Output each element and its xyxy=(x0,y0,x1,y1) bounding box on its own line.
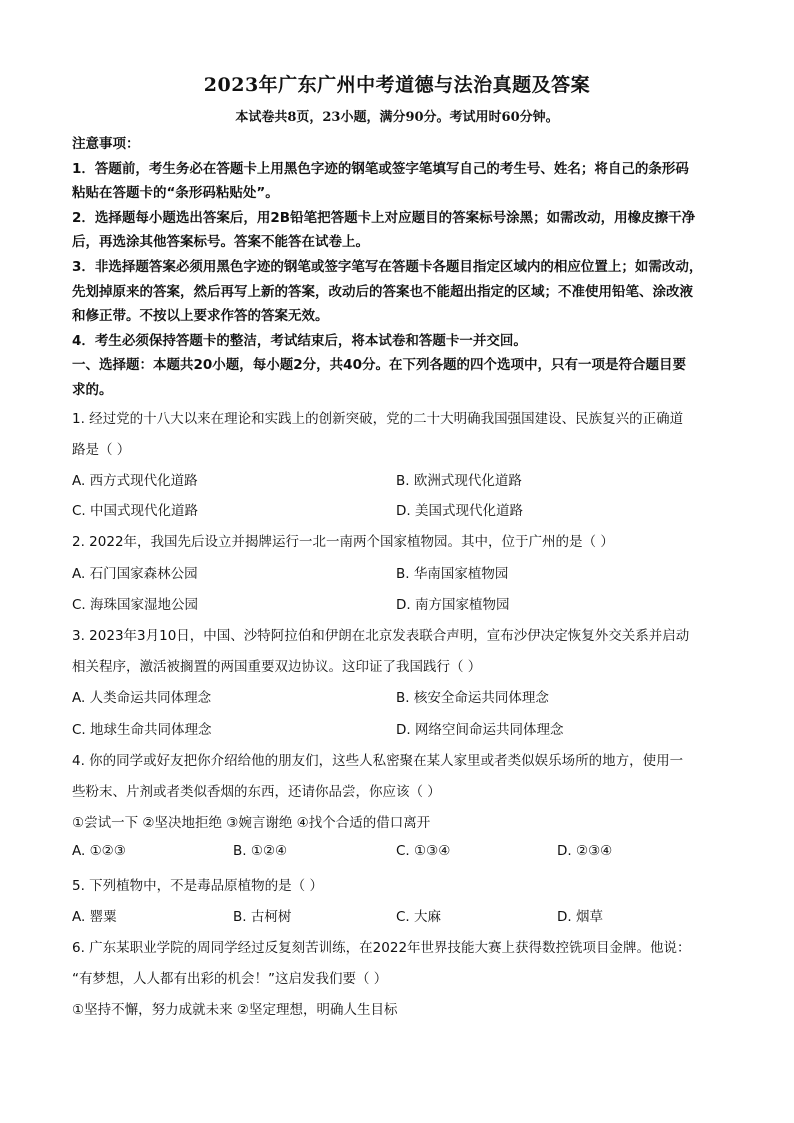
question-stem: 6. 广东某职业学院的周同学经过反复刻苦训练，在2022年世界技能大赛上获得数控铣项目金牌。他说： xyxy=(72,940,691,956)
option-b: B. 核安全命运共同体理念 xyxy=(396,690,549,706)
option-c: C. 海珠国家湿地公园 xyxy=(72,597,199,613)
option-d: D. 美国式现代化道路 xyxy=(396,503,523,519)
option-b: B. ①②④ xyxy=(233,843,288,859)
question-stem: 4. 你的同学或好友把你介绍给他的朋友们，这些人私密聚在某人家里或者类似娱乐场所的地方，使用一 xyxy=(72,753,684,769)
question-choices: ①尝试一下 ②坚决地拒绝 ③婉言谢绝 ④找个合适的借口离开 xyxy=(72,815,431,831)
option-c: C. 中国式现代化道路 xyxy=(72,503,199,519)
option-b: B. 欧洲式现代化道路 xyxy=(396,473,522,489)
option-d: D. 网络空间命运共同体理念 xyxy=(396,722,564,738)
question-stem: 路是（ ） xyxy=(72,442,131,458)
question-choices: ①坚持不懈，努力成就未来 ②坚定理想，明确人生目标 xyxy=(72,1002,398,1018)
question-stem: “有梦想，人人都有出彩的机会！”这启发我们要（ ） xyxy=(72,971,388,987)
notes-line: 2．选择题每小题选出答案后，用2B铅笔把答题卡上对应题目的答案标号涂黑；如需改动，用橡皮擦干净 xyxy=(72,210,696,226)
option-c: C. 地球生命共同体理念 xyxy=(72,722,212,738)
section-heading: 求的。 xyxy=(72,382,113,398)
option-d: D. 南方国家植物园 xyxy=(396,597,510,613)
option-c: C. ①③④ xyxy=(396,843,451,859)
option-a: A. 人类命运共同体理念 xyxy=(72,690,212,706)
exam-subtitle: 本试卷共8页，23小题，满分90分。考试用时60分钟。 xyxy=(235,110,559,125)
question-stem: 1. 经过党的十八大以来在理论和实践上的创新突破，党的二十大明确我国强国建设、民族复兴的正确道 xyxy=(72,411,684,427)
exam-title: 2023年广东广州中考道德与法治真题及答案 xyxy=(203,74,591,96)
question-stem: 3. 2023年3月10日，中国、沙特阿拉伯和伊朗在北京发表联合声明，宣布沙伊决定恢复外交关系并启动 xyxy=(72,628,690,644)
notes-line: 和修正带。不按以上要求作答的答案无效。 xyxy=(72,308,329,324)
option-d: D. ②③④ xyxy=(557,843,613,859)
question-stem: 些粉末、片剂或者类似香烟的东西，还请你品尝，你应该（ ） xyxy=(72,784,441,800)
question-stem: 2. 2022年，我国先后设立并揭牌运行一北一南两个国家植物园。其中，位于广州的是（ ） xyxy=(72,534,614,550)
option-c: C. 大麻 xyxy=(396,909,442,925)
option-a: A. 罂粟 xyxy=(72,909,117,925)
notes-line: 粘贴在答题卡的“条形码粘贴处”。 xyxy=(72,185,279,201)
notes-line: 先划掉原来的答案，然后再写上新的答案，改动后的答案也不能超出指定的区域；不准使用铅笔、涂改液 xyxy=(72,284,693,300)
option-d: D. 烟草 xyxy=(557,909,603,925)
option-a: A. 西方式现代化道路 xyxy=(72,473,198,489)
notes-heading: 注意事项： xyxy=(72,136,140,152)
option-b: B. 古柯树 xyxy=(233,909,292,925)
option-b: B. 华南国家植物园 xyxy=(396,566,509,582)
section-heading: 一、选择题：本题共20小题，每小题2分，共40分。在下列各题的四个选项中，只有一项是符合题目要 xyxy=(72,357,686,373)
notes-line: 后，再选涂其他答案标号。答案不能答在试卷上。 xyxy=(72,234,369,250)
notes-line: 4．考生必须保持答题卡的整洁，考试结束后，将本试卷和答题卡一并交回。 xyxy=(72,333,527,349)
notes-line: 1．答题前，考生务必在答题卡上用黑色字迹的钢笔或签字笔填写自己的考生号、姓名；将自己的条形码 xyxy=(72,161,689,177)
question-stem: 相关程序，激活被搁置的两国重要双边协议。这印证了我国践行（ ） xyxy=(72,659,482,675)
option-a: A. 石门国家森林公园 xyxy=(72,566,198,582)
option-a: A. ①②③ xyxy=(72,843,126,859)
notes-line: 3．非选择题答案必须用黑色字迹的钢笔或签字笔写在答题卡各题目指定区域内的相应位置上；如需改动， xyxy=(72,259,703,275)
question-stem: 5. 下列植物中，不是毒品原植物的是（ ） xyxy=(72,878,323,894)
